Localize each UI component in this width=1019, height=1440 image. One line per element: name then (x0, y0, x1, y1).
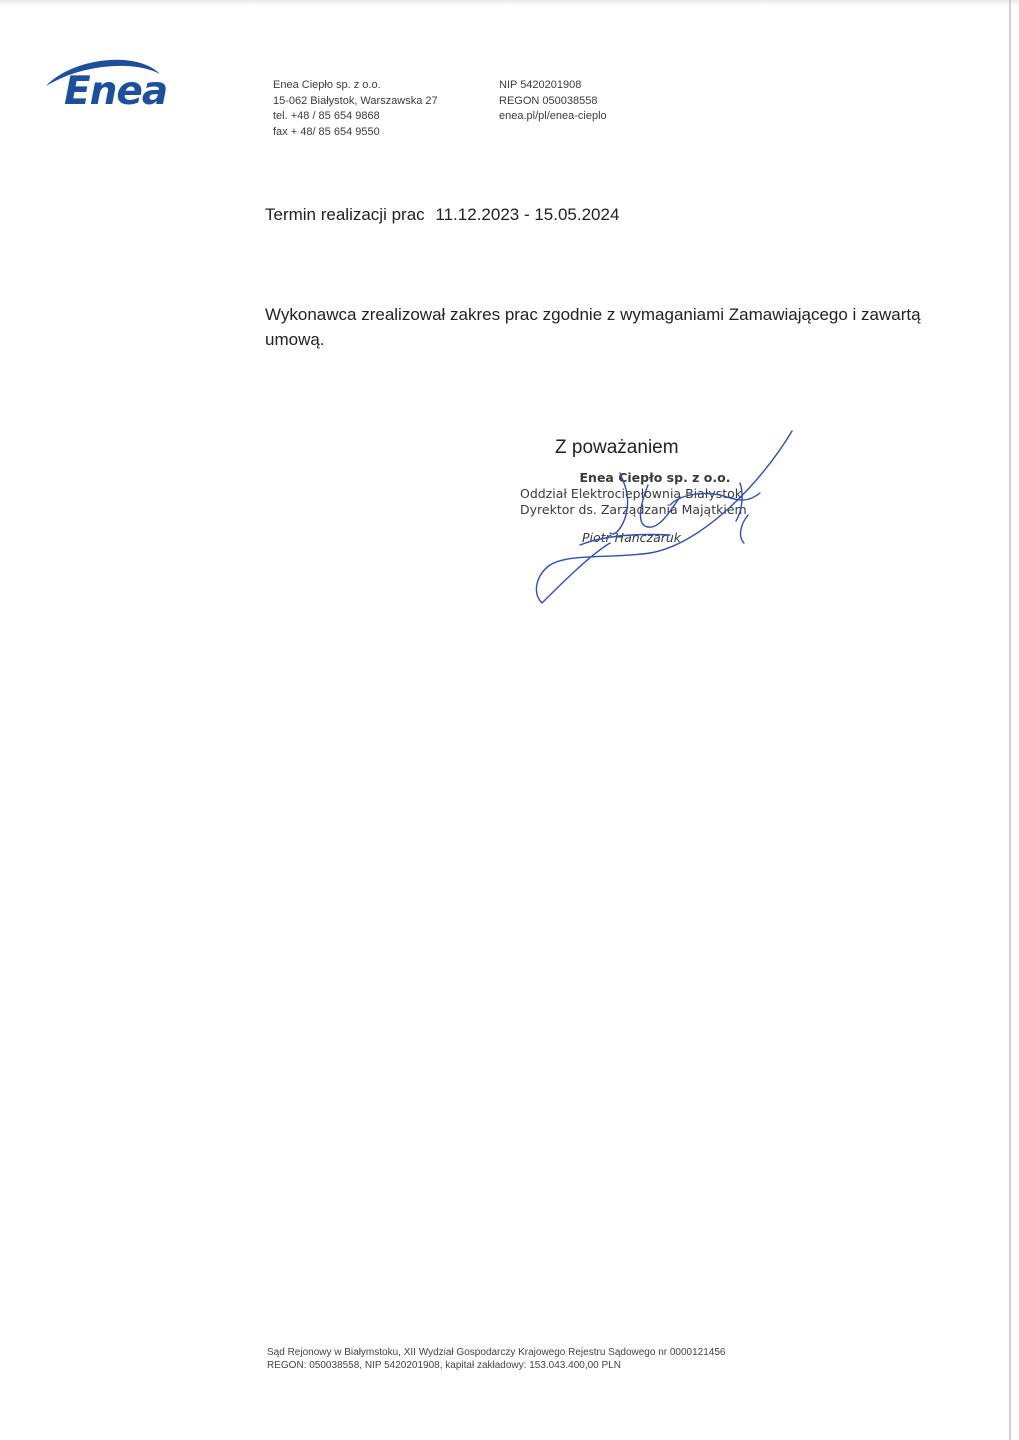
nip-line: NIP 5420201908 (499, 79, 582, 91)
body-paragraph: Wykonawca zrealizował zakres prac zgodnie z wymaganiami Zamawiającego i zawartą umową. (265, 305, 921, 349)
legal-footer (267, 1346, 726, 1372)
term-line (265, 205, 619, 225)
scan-edge-top (0, 0, 1019, 6)
closing-phrase: Z poważaniem (555, 437, 679, 458)
scan-edge-right (1009, 0, 1011, 1440)
stamp-company: Enea Ciepło sp. z o.o. (579, 470, 731, 485)
stamp-position: Dyrektor ds. Zarządzania Majątkiem (520, 502, 747, 517)
stamp-name: Piotr Hanczaruk (582, 530, 682, 545)
enea-logo (42, 52, 202, 116)
company-address (273, 78, 438, 140)
website-line: enea.pl/pl/enea-cieplo (499, 110, 607, 122)
company-identifiers (499, 78, 607, 125)
footer-registry-line: REGON: 050038558, NIP 5420201908, kapitał zakładowy: 153.043.400,00 PLN (267, 1360, 621, 1371)
address-line: 15-062 Białystok, Warszawska 27 (273, 94, 438, 107)
address-line: tel. +48 / 85 654 9868 (273, 110, 380, 122)
address-line: fax + 48/ 85 654 9550 (273, 125, 380, 138)
footer-court-line: Sąd Rejonowy w Białymstoku, XII Wydział Gospodarczy Krajowego Rejestru Sądowego nr 0000121456 (267, 1347, 726, 1358)
stamp-branch: Oddział Elektrociepłownia Białystok (520, 486, 743, 501)
term-label: Termin realizacji prac (265, 205, 425, 224)
term-dates: 11.12.2023 - 15.05.2024 (435, 205, 620, 224)
regon-line: REGON 050038558 (499, 94, 598, 107)
address-line: Enea Ciepło sp. z o.o. (273, 79, 381, 91)
logo-wordmark: Enea (64, 69, 168, 114)
handwritten-signature-icon (530, 425, 810, 610)
